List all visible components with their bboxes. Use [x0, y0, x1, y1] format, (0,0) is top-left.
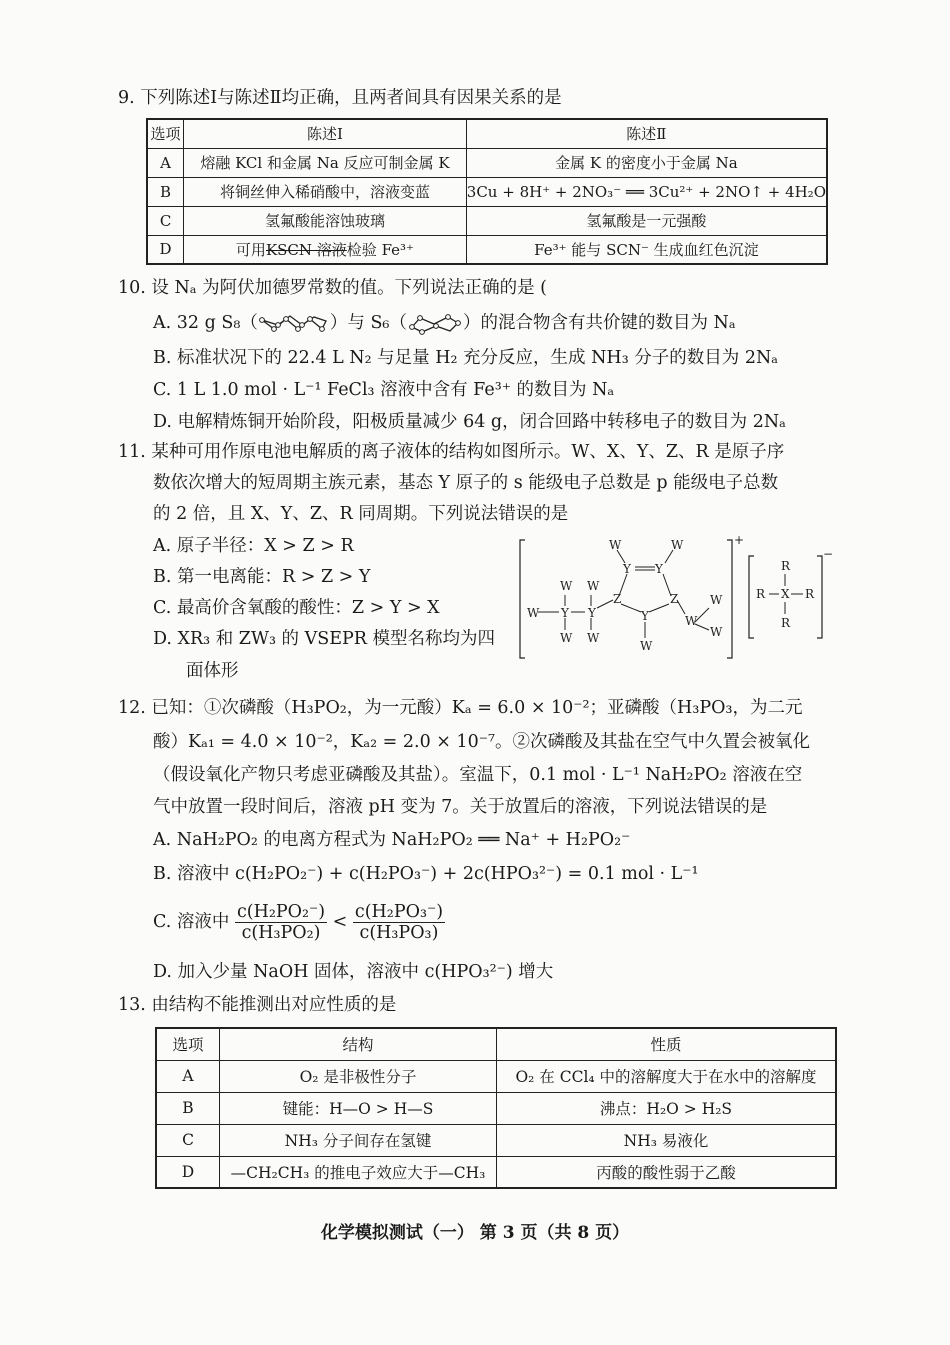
table-row [156, 1156, 836, 1188]
q12-line1: 12. 已知：①次磷酸（H₃PO₂，为一元酸）Kₐ = 6.0 × 10⁻²；亚磷酸（H₃PO₃，为二元 [118, 698, 803, 718]
q9-row-d-s1-pre: 可用 [235, 240, 266, 259]
q11-option-d-line2: 面体形 [186, 661, 239, 681]
atom-label: W [560, 579, 573, 593]
q10-a-post: ）的混合物含有共价键的数目为 Nₐ [462, 313, 736, 333]
q10-option-c: C. 1 L 1.0 mol · L⁻¹ FeCl₃ 溶液中含有 Fe³⁺ 的数目为 Nₐ [153, 380, 615, 400]
q9-row-a-s1: 熔融 KCl 和金属 Na 反应可制金属 K [184, 148, 467, 177]
table-row [147, 177, 827, 206]
q13-row-d-property: 丙酸的酸性弱于乙酸 [497, 1156, 837, 1188]
s8-ring-icon [258, 313, 330, 335]
atom-label: W [560, 631, 573, 645]
q13-row-b-property: 沸点：H₂O > H₂S [497, 1092, 837, 1124]
atom-label: R [805, 587, 815, 601]
q9-header-s1: 陈述Ⅰ [184, 119, 467, 148]
atom-label: R [781, 559, 791, 573]
atom-label: Y [655, 562, 663, 576]
q11-option-d-line1: D. XR₃ 和 ZW₃ 的 VSEPR 模型名称均为四 [153, 629, 496, 649]
fraction [353, 902, 445, 943]
q10-option-a [153, 311, 736, 335]
q13-row-b-option: B [156, 1092, 220, 1124]
q11-option-c: C. 最高价含氧酸的酸性：Z > Y > X [153, 598, 440, 618]
table-row [147, 148, 827, 177]
q13-header-property: 性质 [497, 1028, 837, 1060]
q9-row-c-s2: 氢氟酸是一元强酸 [466, 206, 827, 235]
q9-row-b-s1: 将铜丝伸入稀硝酸中，溶液变蓝 [184, 177, 467, 206]
q12-line3: （假设氧化产物只考虑亚磷酸及其盐）。室温下，0.1 mol · L⁻¹ NaH₂PO₂ 溶液在空 [153, 765, 803, 785]
q9-row-b-s2: 3Cu + 8H⁺ + 2NO₃⁻ ══ 3Cu²⁺ + 2NO↑ + 4H₂O [466, 177, 827, 206]
q13-row-c-property: NH₃ 易液化 [497, 1124, 837, 1156]
page-footer: 化学模拟测试（一） 第 3 页（共 8 页） [320, 1223, 630, 1243]
q10-option-b: B. 标准状况下的 22.4 L N₂ 与足量 H₂ 充分反应，生成 NH₃ 分子的数目为 2Nₐ [153, 348, 779, 368]
q12-line4: 气中放置一段时间后，溶液 pH 变为 7。关于放置后的溶液，下列说法错误的是 [153, 797, 768, 817]
q13-row-c-structure: NH₃ 分子间存在氢键 [220, 1124, 497, 1156]
q9-row-d-s1-post: 检验 Fe³⁺ [346, 240, 414, 259]
q11-line3: 的 2 倍，且 X、Y、Z、R 同周期。下列说法错误的是 [153, 504, 569, 524]
q13-header-option: 选项 [156, 1028, 220, 1060]
atom-label: W [587, 579, 600, 593]
q13-row-d-option: D [156, 1156, 220, 1188]
table-row [156, 1060, 836, 1092]
q10-a-pre: A. 32 g S₈（ [153, 313, 258, 333]
atom-label: W [710, 593, 723, 607]
ionic-liquid-structure [517, 533, 834, 660]
table-row [147, 206, 827, 235]
atom-label: Y [641, 609, 649, 623]
q12-option-c [153, 902, 445, 943]
s6-ring-icon [407, 313, 463, 335]
atom-label: W [685, 614, 698, 628]
q13-row-b-structure: 键能：H—O > H—S [220, 1092, 497, 1124]
atom-label: W [671, 538, 684, 552]
q9-row-d-option: D [147, 235, 184, 264]
q9-row-d-s1 [184, 235, 467, 264]
atom-label: W [710, 625, 723, 639]
table-row [156, 1092, 836, 1124]
fraction-denominator: c(H₃PO₂) [241, 923, 321, 943]
q12-c-pre: C. 溶液中 [153, 912, 230, 932]
q9-row-c-option: C [147, 206, 184, 235]
q12-option-d: D. 加入少量 NaOH 固体，溶液中 c(HPO₃²⁻) 增大 [153, 962, 554, 982]
atom-label: Y [623, 562, 631, 576]
q11-option-a: A. 原子半径：X > Z > R [153, 536, 354, 556]
table-row [147, 235, 827, 264]
cation-charge: + [734, 533, 745, 547]
q9-row-a-s2: 金属 K 的密度小于金属 Na [466, 148, 827, 177]
q10-stem: 10. 设 Nₐ 为阿伏加德罗常数的值。下列说法正确的是 ( [118, 278, 547, 298]
q12-line2: 酸）Kₐ₁ = 4.0 × 10⁻²，Kₐ₂ = 2.0 × 10⁻⁷。②次磷酸及其盐在空气中久置会被氧化 [153, 732, 811, 752]
q9-header-option: 选项 [147, 119, 184, 148]
fraction-numerator: c(H₂PO₂⁻) [236, 902, 326, 922]
q13-row-a-option: A [156, 1060, 220, 1092]
fraction-denominator: c(H₃PO₃) [359, 923, 439, 943]
atom-label: W [527, 606, 540, 620]
atom-label: Y [561, 606, 569, 620]
anion-charge: − [823, 547, 834, 561]
q9-table [146, 118, 828, 265]
q9-row-c-s1: 氢氟酸能溶蚀玻璃 [184, 206, 467, 235]
q11-option-b: B. 第一电离能：R > Z > Y [153, 567, 371, 587]
atom-label: R [756, 587, 766, 601]
atom-label: W [587, 631, 600, 645]
q12-option-a: A. NaH₂PO₂ 的电离方程式为 NaH₂PO₂ ══ Na⁺ + H₂PO₂⁻ [153, 830, 631, 850]
q9-row-a-option: A [147, 148, 184, 177]
fraction-numerator: c(H₂PO₃⁻) [354, 902, 444, 922]
q12-option-b: B. 溶液中 c(H₂PO₂⁻) + c(H₂PO₃⁻) + 2c(HPO₃²⁻) = 0.1 mol · L⁻¹ [153, 864, 699, 884]
atom-label: Y [588, 606, 596, 620]
atom-label: R [781, 616, 791, 630]
q9-row-d-s2: Fe³⁺ 能与 SCN⁻ 生成血红色沉淀 [466, 235, 827, 264]
q10-a-mid: ）与 S₆（ [329, 313, 407, 333]
q13-table [155, 1027, 837, 1189]
q9-stem: 9. 下列陈述Ⅰ与陈述Ⅱ均正确，且两者间具有因果关系的是 [118, 88, 562, 108]
atom-label: Z [670, 592, 679, 606]
table-row [156, 1124, 836, 1156]
q9-header-s2: 陈述Ⅱ [466, 119, 827, 148]
q13-header-structure: 结构 [220, 1028, 497, 1060]
q12-c-operator: < [332, 912, 348, 932]
q11-line2: 数依次增大的短周期主族元素，基态 Y 原子的 s 能级电子总数是 p 能级电子总数 [153, 473, 779, 493]
atom-label: W [609, 538, 622, 552]
atom-label: Z [613, 592, 622, 606]
q11-line1: 11. 某种可用作原电池电解质的离子液体的结构如图所示。W、X、Y、Z、R 是原子序 [118, 442, 785, 462]
q13-row-d-structure: —CH₂CH₃ 的推电子效应大于—CH₃ [220, 1156, 497, 1188]
q13-row-a-property: O₂ 在 CCl₄ 中的溶解度大于在水中的溶解度 [497, 1060, 837, 1092]
q13-row-a-structure: O₂ 是非极性分子 [220, 1060, 497, 1092]
atom-label: W [640, 639, 653, 653]
atom-label: X [781, 587, 790, 601]
q10-option-d: D. 电解精炼铜开始阶段，阳极质量减少 64 g，闭合回路中转移电子的数目为 2Nₐ [153, 412, 786, 432]
q13-stem: 13. 由结构不能推测出对应性质的是 [118, 995, 397, 1015]
q9-row-b-option: B [147, 177, 184, 206]
fraction [235, 902, 327, 943]
q9-row-d-s1-strike: KSCN 溶液 [265, 240, 347, 259]
q13-row-c-option: C [156, 1124, 220, 1156]
